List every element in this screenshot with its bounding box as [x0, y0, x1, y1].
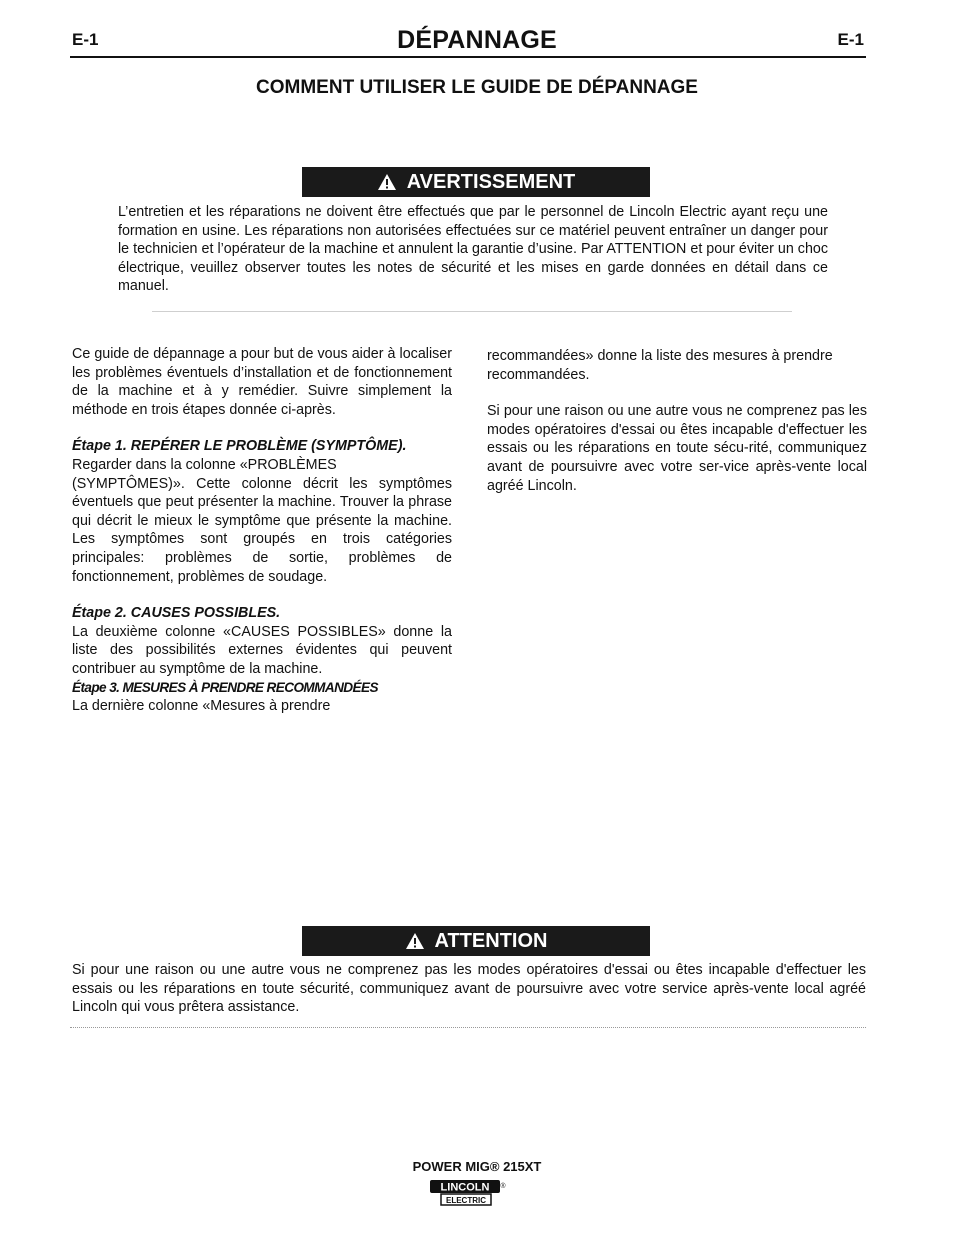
step1-text: (SYMPTÔMES)». Cette colonne décrit les symptômes éventuels que peut présenter la machine. Trouver la phrase qui décrit le mieux le symptôme que présente la machine. Les symptômes sont groupés en trois catégories principales: problèmes de sortie, problèmes de fonctionnement, problèmes de soudage. — [72, 475, 452, 585]
caution-divider — [70, 1027, 866, 1028]
logo-top-text: LINCOLN — [440, 1181, 490, 1194]
step2-text: La deuxième colonne «CAUSES POSSIBLES» donne la liste des possibilités externes évidentes qui peuvent contribuer au symptôme de la machine. — [72, 623, 452, 677]
caution-banner — [302, 926, 650, 956]
page-number-right: E-1 — [837, 30, 864, 49]
title-divider — [70, 56, 866, 58]
right-column — [487, 347, 867, 495]
step3-continuation: recommandées» donne la liste des mesures à prendre recommandées. — [487, 348, 833, 383]
step1-lead: Regarder dans la colonne «PROBLÈMES — [72, 456, 337, 473]
lincoln-electric-logo — [429, 1178, 507, 1208]
caution-text: Si pour une raison ou une autre vous ne comprenez pas les modes opératoires d'essai ou êtes incapable d'effectuer les essais ou les réparations en toute sécurité, communiquez avant de poursuivre avec votre service après-vente local agréé Lincoln qui vous prêtera assistance. — [72, 962, 866, 1016]
left-column — [72, 345, 452, 716]
help-paragraph: Si pour une raison ou une autre vous ne comprenez pas les modes opératoires d'essai ou êtes incapable d'effectuer les essais ou les réparations en toute sécu-rité, communiquez avant de poursuivre avec votre ser-vice après-vente local agréé Lincoln. — [487, 403, 867, 494]
caution-label: ATTENTION — [434, 929, 548, 952]
warning-triangle-icon — [405, 932, 425, 950]
step2-title: Étape 2. CAUSES POSSIBLES. — [72, 605, 281, 622]
page-number-left: E-1 — [72, 30, 99, 49]
logo-registered-mark: ® — [500, 1183, 506, 1190]
intro-paragraph: Ce guide de dépannage a pour but de vous aider à localiser les problèmes éventuels d’installation et de fonctionnement de la machine et à y remédier. Suivre simplement la méthode en trois étapes donnée ci-après. — [72, 346, 452, 418]
step3-lead: La dernière colonne «Mesures à prendre — [72, 698, 331, 715]
warning-triangle-icon — [377, 173, 397, 191]
product-name: POWER MIG® 215XT — [412, 1159, 542, 1174]
page-title: DÉPANNAGE — [397, 26, 557, 54]
warning-text: L’entretien et les réparations ne doivent être effectués que par le personnel de Lincoln Electric ayant reçu une formation en usine. Les réparations non autorisées effectuées sur ce matériel peuvent entraîner un danger pour le technicien et l’opérateur de la machine et annulent la garantie d’usine. Par ATTENTION et pour éviter un choc électrique, veuillez observer toutes les notes de sécurité et les mises en garde données en détail dans ce manuel. — [118, 204, 828, 295]
section-heading: COMMENT UTILISER LE GUIDE DE DÉPANNAGE — [256, 77, 698, 98]
warning-banner — [302, 167, 650, 197]
step1-title: Étape 1. REPÉRER LE PROBLÈME (SYMPTÔME). — [72, 438, 407, 455]
warning-divider — [152, 311, 792, 312]
step3-title: Étape 3. MESURES À PRENDRE RECOMMANDÉES — [72, 679, 378, 695]
warning-label: AVERTISSEMENT — [406, 170, 576, 193]
logo-bottom-text: ELECTRIC — [446, 1195, 486, 1205]
